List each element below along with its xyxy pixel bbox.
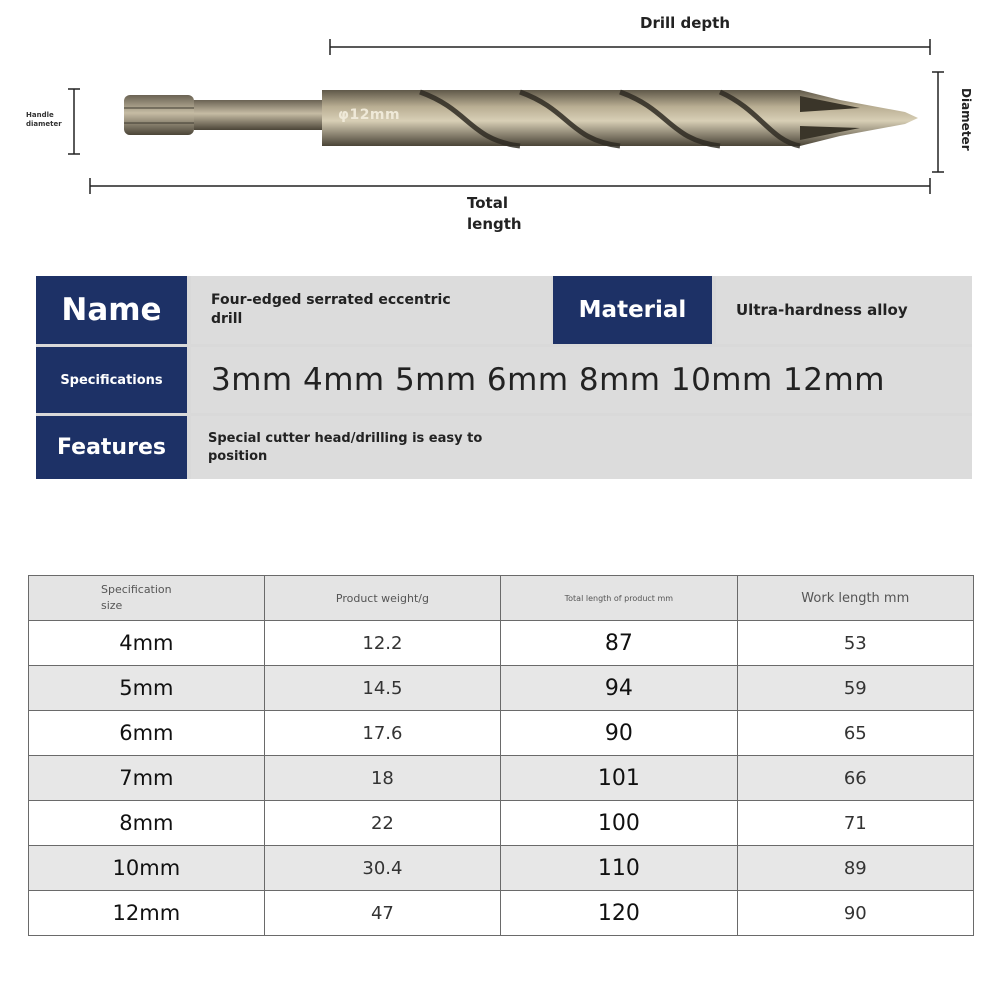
cell-size: 5mm — [29, 666, 265, 711]
name-value: Four-edged serrated eccentric drill — [191, 276, 551, 344]
cell-total-length: 90 — [501, 711, 737, 756]
cell-total-length: 87 — [501, 621, 737, 666]
total-length-label: Total length — [467, 194, 522, 233]
features-value: Special cutter head/drilling is easy to position — [191, 416, 972, 479]
cell-size: 6mm — [29, 711, 265, 756]
header-work-length: Work length mm — [737, 576, 973, 621]
cell-weight: 47 — [264, 891, 500, 936]
diameter-label: Diameter — [959, 88, 973, 151]
cell-work-length: 53 — [737, 621, 973, 666]
table-row — [29, 621, 974, 666]
cell-total-length: 101 — [501, 756, 737, 801]
table-row — [29, 801, 974, 846]
cell-weight: 12.2 — [264, 621, 500, 666]
cell-total-length: 110 — [501, 846, 737, 891]
total-length-dimension — [90, 178, 930, 194]
spec-panel — [36, 276, 972, 479]
table-row — [29, 756, 974, 801]
cell-work-length: 66 — [737, 756, 973, 801]
material-value: Ultra-hardness alloy — [716, 276, 972, 344]
cell-weight: 30.4 — [264, 846, 500, 891]
shank-neck — [194, 100, 324, 130]
cell-size: 4mm — [29, 621, 265, 666]
material-label: Material — [553, 276, 712, 344]
cell-size: 8mm — [29, 801, 265, 846]
cell-weight: 22 — [264, 801, 500, 846]
table-header-row — [29, 576, 974, 621]
cell-size: 10mm — [29, 846, 265, 891]
header-weight: Product weight/g — [264, 576, 500, 621]
drill-diagram — [0, 0, 1001, 250]
cell-weight: 17.6 — [264, 711, 500, 756]
cell-work-length: 59 — [737, 666, 973, 711]
table-row — [29, 666, 974, 711]
cell-total-length: 100 — [501, 801, 737, 846]
diameter-dimension — [932, 72, 944, 172]
handle-diameter-dimension — [68, 89, 80, 154]
handle-diameter-label: Handle diameter — [26, 111, 62, 128]
drill-body — [322, 90, 918, 146]
features-label: Features — [36, 416, 187, 479]
cell-work-length: 90 — [737, 891, 973, 936]
cell-work-length: 71 — [737, 801, 973, 846]
header-total-length: Total length of product mm — [501, 576, 737, 621]
spec-table — [28, 575, 974, 936]
table-row — [29, 891, 974, 936]
cell-total-length: 94 — [501, 666, 737, 711]
cell-work-length: 65 — [737, 711, 973, 756]
cell-weight: 18 — [264, 756, 500, 801]
cell-size: 7mm — [29, 756, 265, 801]
name-label: Name — [36, 276, 187, 344]
table-row — [29, 846, 974, 891]
cell-size: 12mm — [29, 891, 265, 936]
drill-depth-label: Drill depth — [640, 14, 730, 32]
drill-depth-dimension — [330, 39, 930, 55]
table-row — [29, 711, 974, 756]
cell-weight: 14.5 — [264, 666, 500, 711]
hex-shank — [124, 95, 194, 135]
bit-marking: φ12mm — [338, 107, 401, 123]
cell-work-length: 89 — [737, 846, 973, 891]
specifications-label: Specifications — [36, 347, 187, 413]
header-size: Specification size — [29, 576, 265, 621]
cell-total-length: 120 — [501, 891, 737, 936]
specifications-value: 3mm 4mm 5mm 6mm 8mm 10mm 12mm — [191, 347, 972, 413]
